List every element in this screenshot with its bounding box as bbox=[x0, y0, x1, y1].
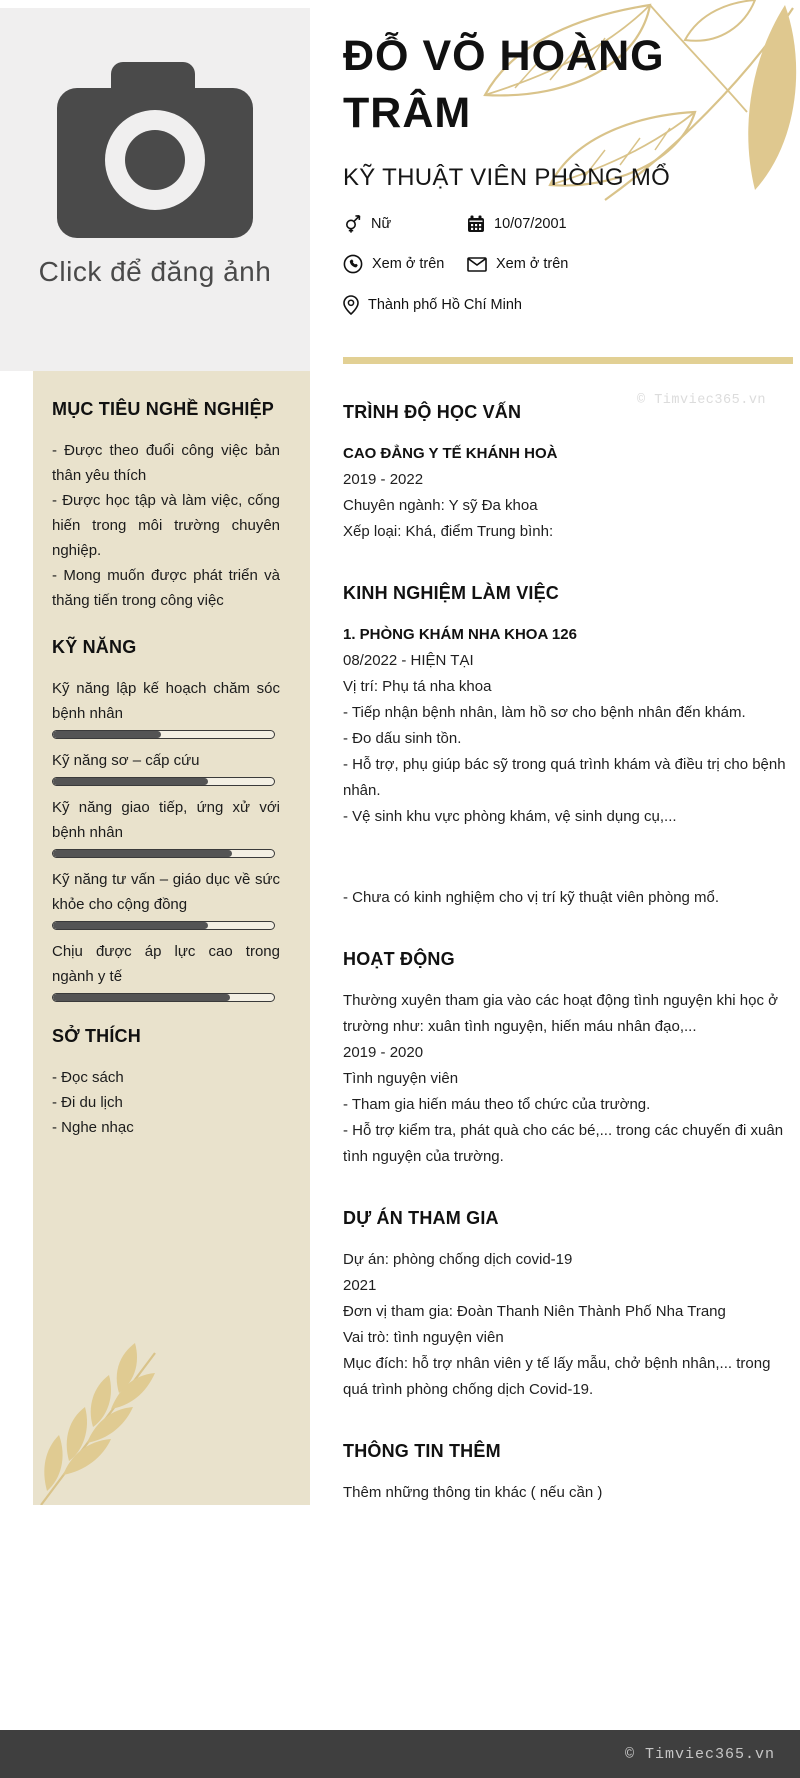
education-line: Xếp loại: Khá, điểm Trung bình: bbox=[343, 523, 554, 540]
phone-field bbox=[343, 254, 467, 274]
activities-line: Tình nguyện viên bbox=[343, 1070, 459, 1087]
email-icon bbox=[467, 257, 487, 272]
activities-title: HOẠT ĐỘNG bbox=[343, 949, 455, 969]
projects-line: Đơn vị tham gia: Đoàn Thanh Niên Thành Phố Nha Trang bbox=[343, 1303, 726, 1320]
experience-line: - Vệ sinh khu vực phòng khám, vệ sinh dụng cụ,... bbox=[343, 808, 677, 825]
education-school: CAO ĐẲNG Y TẾ KHÁNH HOÀ bbox=[343, 445, 558, 462]
skills-list bbox=[52, 676, 280, 1002]
objective-line: - Được theo đuổi công việc bản thân yêu thích bbox=[52, 442, 280, 484]
education-section bbox=[343, 402, 793, 545]
activities-line: - Tham gia hiến máu theo tổ chức của trường. bbox=[343, 1096, 651, 1113]
leaf-decoration-bottom-left bbox=[33, 1323, 183, 1505]
hobbies-list bbox=[52, 1065, 280, 1140]
skill-item bbox=[52, 748, 280, 786]
experience-note: - Chưa có kinh nghiệm cho vị trí kỹ thuật viên phòng mổ. bbox=[343, 889, 720, 906]
skill-item bbox=[52, 795, 280, 858]
more-info-line: Thêm những thông tin khác ( nếu cần ) bbox=[343, 1484, 603, 1501]
email-field bbox=[467, 254, 793, 274]
calendar-icon bbox=[467, 215, 485, 233]
watermark-top: © Timviec365.vn bbox=[637, 393, 767, 408]
education-period: 2019 - 2022 bbox=[343, 471, 424, 488]
phone-value: Xem ở trên bbox=[372, 256, 445, 272]
skills-title: KỸ NĂNG bbox=[52, 637, 137, 657]
experience-section bbox=[343, 583, 793, 911]
gender-value: Nữ bbox=[371, 215, 392, 232]
hobbies-section bbox=[52, 1026, 280, 1140]
experience-line: - Hỗ trợ, phụ giúp bác sỹ trong quá trình khám và điều trị cho bệnh nhân. bbox=[343, 756, 786, 799]
skill-label: Kỹ năng sơ – cấp cứu bbox=[52, 752, 200, 769]
objective-title: MỤC TIÊU NGHỀ NGHIỆP bbox=[52, 399, 275, 419]
more-info-lines bbox=[343, 1480, 793, 1506]
email-value: Xem ở trên bbox=[496, 256, 569, 272]
experience-company: 1. PHÒNG KHÁM NHA KHOA 126 bbox=[343, 626, 577, 643]
skill-progress-track bbox=[52, 849, 275, 858]
education-lines bbox=[343, 493, 793, 545]
birthday-value: 10/07/2001 bbox=[494, 215, 567, 232]
skill-item bbox=[52, 867, 280, 930]
name-line-2: TRÂM bbox=[343, 89, 472, 137]
name-line-1: ĐỖ VÕ HOÀNG bbox=[343, 32, 665, 80]
projects-line: 2021 bbox=[343, 1277, 377, 1294]
experience-title: KINH NGHIỆM LÀM VIỆC bbox=[343, 583, 560, 603]
phone-icon bbox=[343, 254, 363, 274]
sidebar bbox=[33, 371, 310, 1505]
skill-progress-fill bbox=[53, 994, 230, 1001]
more-info-title: THÔNG TIN THÊM bbox=[343, 1441, 501, 1461]
objective-line: - Mong muốn được phát triển và thăng tiến trong công việc bbox=[52, 567, 280, 609]
activities-line: Thường xuyên tham gia vào các hoạt động tình nguyện khi học ở trường như: xuân tình nguyện, hiến máu nhân đạo,... bbox=[343, 992, 778, 1035]
skill-progress-track bbox=[52, 730, 275, 739]
projects-line: Dự án: phòng chống dịch covid-19 bbox=[343, 1251, 573, 1268]
skill-progress-track bbox=[52, 993, 275, 1002]
candidate-name bbox=[343, 28, 793, 142]
experience-line: Vị trí: Phụ tá nha khoa bbox=[343, 678, 492, 695]
objective-line: - Được học tập và làm việc, cống hiến trong môi trường chuyên nghiệp. bbox=[52, 492, 280, 559]
projects-line: Mục đích: hỗ trợ nhân viên y tế lấy mẫu, chở bệnh nhân,... trong quá trình phòng chống dịch Covid-19. bbox=[343, 1355, 771, 1398]
activities-lines bbox=[343, 988, 793, 1170]
activities-line: 2019 - 2020 bbox=[343, 1044, 424, 1061]
projects-section bbox=[343, 1208, 793, 1403]
education-line: Chuyên ngành: Y sỹ Đa khoa bbox=[343, 497, 538, 514]
experience-line: - Đo dấu sinh tồn. bbox=[343, 730, 462, 747]
skill-label: Kỹ năng tư vấn – giáo dục về sức khỏe cho cộng đồng bbox=[52, 871, 280, 913]
personal-info bbox=[343, 214, 793, 315]
skill-progress-fill bbox=[53, 850, 232, 857]
education-title: TRÌNH ĐỘ HỌC VẤN bbox=[343, 402, 522, 422]
skill-progress-fill bbox=[53, 731, 161, 738]
camera-icon bbox=[49, 56, 261, 244]
projects-title: DỰ ÁN THAM GIA bbox=[343, 1208, 499, 1228]
skill-item bbox=[52, 676, 280, 739]
accent-divider-bar bbox=[343, 357, 793, 364]
photo-upload-label: Click để đăng ảnh bbox=[38, 256, 272, 287]
skill-progress-track bbox=[52, 777, 275, 786]
skill-progress-fill bbox=[53, 778, 208, 785]
skill-progress-fill bbox=[53, 922, 208, 929]
hobby-line: - Nghe nhạc bbox=[52, 1119, 134, 1136]
experience-period: 08/2022 - HIỆN TẠI bbox=[343, 652, 474, 669]
job-title: KỸ THUẬT VIÊN PHÒNG MỔ bbox=[343, 164, 671, 191]
gender-field bbox=[343, 214, 467, 233]
location-icon bbox=[343, 295, 359, 315]
hobby-line: - Đọc sách bbox=[52, 1069, 124, 1086]
objective-section bbox=[52, 399, 280, 613]
projects-line: Vai trò: tình nguyện viên bbox=[343, 1329, 504, 1346]
experience-lines bbox=[343, 674, 793, 830]
skill-label: Kỹ năng lập kế hoạch chăm sóc bệnh nhân bbox=[52, 680, 280, 722]
skill-item bbox=[52, 939, 280, 1002]
more-info-section bbox=[343, 1441, 793, 1506]
skill-label: Chịu được áp lực cao trong ngành y tế bbox=[52, 943, 280, 985]
photo-upload-button[interactable] bbox=[0, 8, 310, 371]
watermark-bottom: © Timviec365.vn bbox=[624, 1745, 775, 1763]
gender-icon bbox=[343, 214, 362, 233]
footer-bar bbox=[0, 1730, 800, 1778]
skill-label: Kỹ năng giao tiếp, ứng xử với bệnh nhân bbox=[52, 799, 280, 841]
activities-section bbox=[343, 949, 793, 1170]
skill-progress-track bbox=[52, 921, 275, 930]
experience-line: - Tiếp nhận bệnh nhân, làm hồ sơ cho bệnh nhân đến khám. bbox=[343, 704, 746, 721]
activities-line: - Hỗ trợ kiểm tra, phát quà cho các bé,... trong các chuyến đi xuân tình nguyện của trường. bbox=[343, 1122, 784, 1165]
hobby-line: - Đi du lịch bbox=[52, 1094, 123, 1111]
objective-lines bbox=[52, 438, 280, 613]
main-column bbox=[343, 28, 793, 1506]
skills-section bbox=[52, 637, 280, 1002]
hobbies-title: SỞ THÍCH bbox=[52, 1026, 141, 1046]
address-field bbox=[343, 295, 793, 315]
birthday-field bbox=[467, 214, 793, 233]
address-value: Thành phố Hồ Chí Minh bbox=[368, 297, 522, 313]
projects-lines bbox=[343, 1247, 793, 1403]
